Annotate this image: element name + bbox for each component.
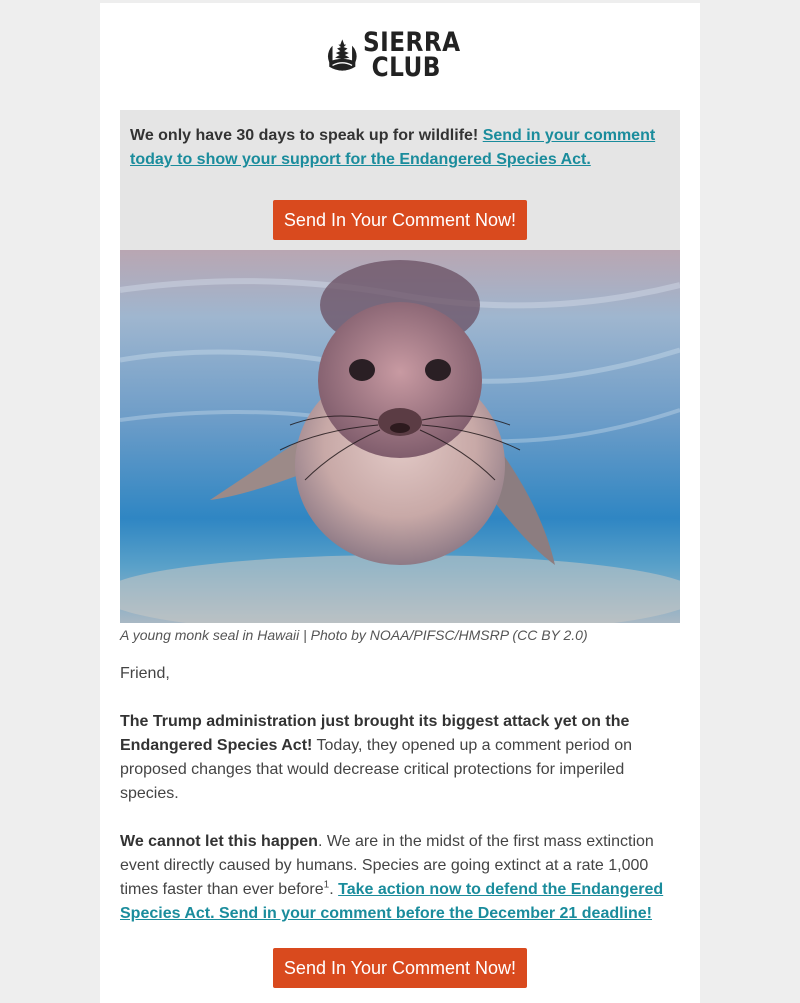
send-comment-button-bottom[interactable]: Send In Your Comment Now! bbox=[273, 948, 527, 988]
send-comment-button-top[interactable]: Send In Your Comment Now! bbox=[273, 200, 527, 240]
alert-message bbox=[130, 124, 670, 172]
tree-emblem-icon bbox=[326, 27, 359, 83]
paragraph-2-bold: We cannot let this happen bbox=[120, 833, 318, 850]
alert-banner bbox=[120, 110, 680, 250]
photo-caption: A young monk seal in Hawaii | Photo by NOAA/PIFSC/HMSRP (CC BY 2.0) bbox=[120, 627, 588, 643]
paragraph-2-text: . We are in the midst of the first mass extinction event directly caused by humans. Species are going extinct at a rate 1,000 times faster than ever before bbox=[120, 833, 654, 898]
logo-line-2: CLUB bbox=[371, 52, 441, 83]
email-container bbox=[100, 3, 700, 1003]
sierra-club-logo[interactable] bbox=[326, 25, 476, 85]
monk-seal-photo bbox=[120, 250, 680, 623]
footnote-marker[interactable]: 1 bbox=[323, 879, 330, 891]
alert-comment-link[interactable]: Send in your comment today to show your support for the Endangered Species Act. bbox=[130, 127, 656, 168]
greeting: Friend, bbox=[120, 665, 170, 682]
paragraph-1-bold: The Trump administration just brought its biggest attack yet on the Endangered Species Act! bbox=[120, 713, 630, 754]
logo-line-1: SIERRA bbox=[362, 27, 461, 58]
logo-wordmark bbox=[362, 27, 461, 83]
paragraph-2-separator: . bbox=[329, 881, 339, 898]
paragraph-2 bbox=[120, 830, 680, 926]
take-action-link[interactable]: Take action now to defend the Endangered Species Act. Send in your comment before the December 21 deadline! bbox=[120, 881, 664, 922]
paragraph-1-text: Today, they opened up a comment period on proposed changes that would decrease critical protections for imperiled species. bbox=[120, 737, 632, 802]
alert-bold-text: We only have 30 days to speak up for wildlife! bbox=[130, 127, 479, 144]
paragraph-1 bbox=[120, 710, 680, 806]
